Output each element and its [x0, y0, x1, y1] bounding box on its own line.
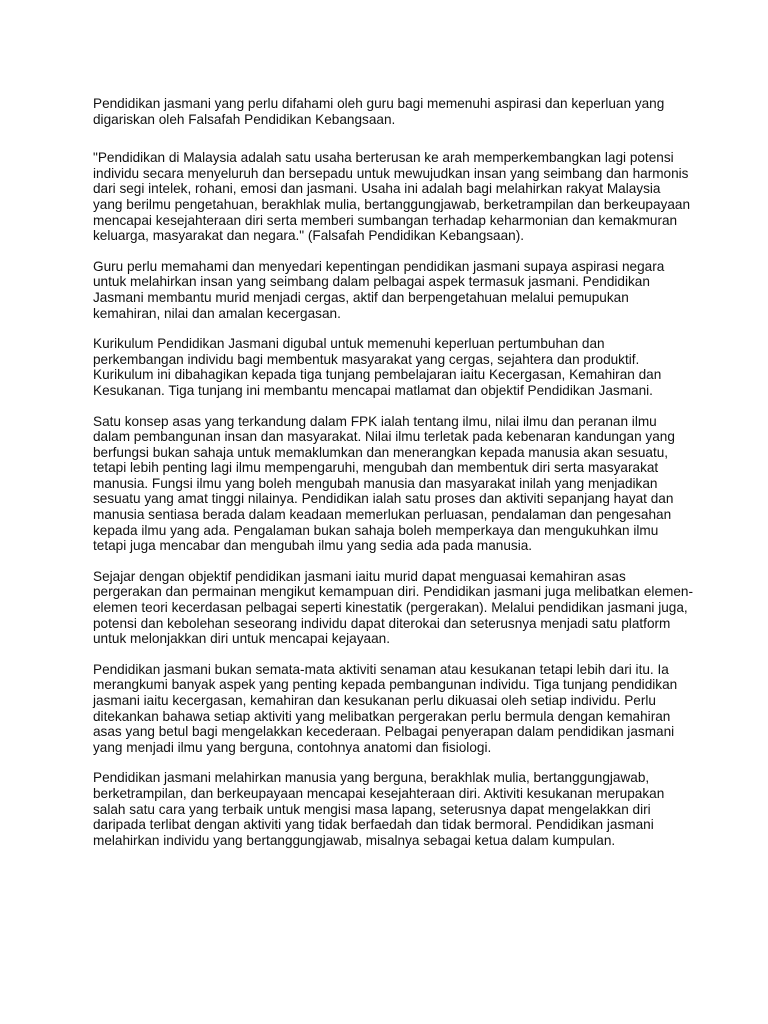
- paragraph-knowledge-concept: Satu konsep asas yang terkandung dalam FPK ialah tentang ilmu, nilai ilmu dan peranan ilmu dalam pembangunan insan dan masyarakat. Nilai ilmu terletak pada kebenaran kandungan yang berfungsi bukan sahaja untuk memaklumkan dan menerangkan kepada manusia akan sesuatu, tetapi lebih penting lagi ilmu mempengaruhi, mengubah dan membentuk diri serta masyarakat manusia. Fungsi ilmu yang boleh mengubah manusia dan masyarakat inilah yang menjadikan sesuatu yang amat tinggi nilainya. Pendidikan ialah satu proses dan aktiviti sepanjang hayat dan manusia sentiasa berada dalam keadaan memerlukan perluasan, pendalaman dan pengesahan kepada ilmu yang ada. Pengalaman bukan sahaja boleh memperkaya dan mengukuhkan ilmu tetapi juga mencabar dan mengubah ilmu yang sedia ada pada manusia.: [93, 413, 675, 554]
- paragraph-beyond-exercise: Pendidikan jasmani bukan semata-mata aktiviti senaman atau kesukanan tetapi lebih dari itu. Ia merangkumi banyak aspek yang penting kepada pembangunan individu. Tiga tunjang pendidikan jasmani iaitu kecergasan, kemahiran dan kesukanan perlu dikuasai oleh setiap individu. Perlu ditekankan bahawa setiap aktiviti yang melibatkan pergerakan perlu bermula dengan kemahiran asas yang betul bagi mengelakkan kecederaan. Pelbagai penyerapan dalam pendidikan jasmani yang menjadi ilmu yang berguna, contohnya anatomi dan fisiologi.: [93, 661, 678, 755]
- document-body: [93, 96, 693, 863]
- paragraph-outcomes: Pendidikan jasmani melahirkan manusia yang berguna, berakhlak mulia, bertanggungjawab, berketrampilan, dan berkeupayaan mencapai kesejahteraan diri. Aktiviti kesukanan merupakan salah satu cara yang terbaik untuk mengisi masa lapang, seterusnya dapat mengelakkan diri daripada terlibat dengan aktiviti yang tidak berfaedah dan tidak bermoral. Pendidikan jasmani melahirkan individu yang bertanggungjawab, misalnya sebagai ketua dalam kumpulan.: [93, 770, 665, 848]
- paragraph-curriculum: Kurikulum Pendidikan Jasmani digubal untuk memenuhi keperluan pertumbuhan dan perkembangan individu bagi membentuk masyarakat yang cergas, sejahtera dan produktif. Kurikulum ini dibahagikan kepada tiga tunjang pembelajaran iaitu Kecergasan, Kemahiran dan Kesukanan. Tiga tunjang ini membantu mencapai matlamat dan objektif Pendidikan Jasmani.: [93, 336, 662, 398]
- paragraph-fpk-quote: "Pendidikan di Malaysia adalah satu usaha berterusan ke arah memperkembangkan lagi potensi individu secara menyeluruh dan bersepadu untuk mewujudkan insan yang seimbang dan harmonis dari segi intelek, rohani, emosi dan jasmani. Usaha ini adalah bagi melahirkan rakyat Malaysia yang berilmu pengetahuan, berakhlak mulia, bertanggungjawab, berketrampilan dan berkeupayaan mencapai kesejahteraan diri serta memberi sumbangan terhadap keharmonian dan kemakmuran keluarga, masyarakat dan negara." (Falsafah Pendidikan Kebangsaan).: [93, 150, 691, 244]
- paragraph-objectives: Sejajar dengan objektif pendidikan jasmani iaitu murid dapat menguasai kemahiran asas pergerakan dan permainan mengikut kemampuan diri. Pendidikan jasmani juga melibatkan elemen-elemen teori kecerdasan pelbagai seperti kinestatik (pergerakan). Melalui pendidikan jasmani juga, potensi dan kebolehan seseorang individu dapat diterokai dan seterusnya menjadi satu platform untuk melonjakkan diri untuk mencapai kejayaan.: [93, 568, 693, 647]
- paragraph-teacher-understanding: Guru perlu memahami dan menyedari kepentingan pendidikan jasmani supaya aspirasi negara untuk melahirkan insan yang seimbang dalam pelbagai aspek termasuk jasmani. Pendidikan Jasmani membantu murid menjadi cergas, aktif dan berpengetahuan melalui pemupukan kemahiran, nilai dan amalan kecergasan.: [93, 258, 665, 321]
- paragraph-intro: Pendidikan jasmani yang perlu difahami oleh guru bagi memenuhi aspirasi dan keperluan yang digariskan oleh Falsafah Pendidikan Kebangsaan.: [93, 96, 665, 127]
